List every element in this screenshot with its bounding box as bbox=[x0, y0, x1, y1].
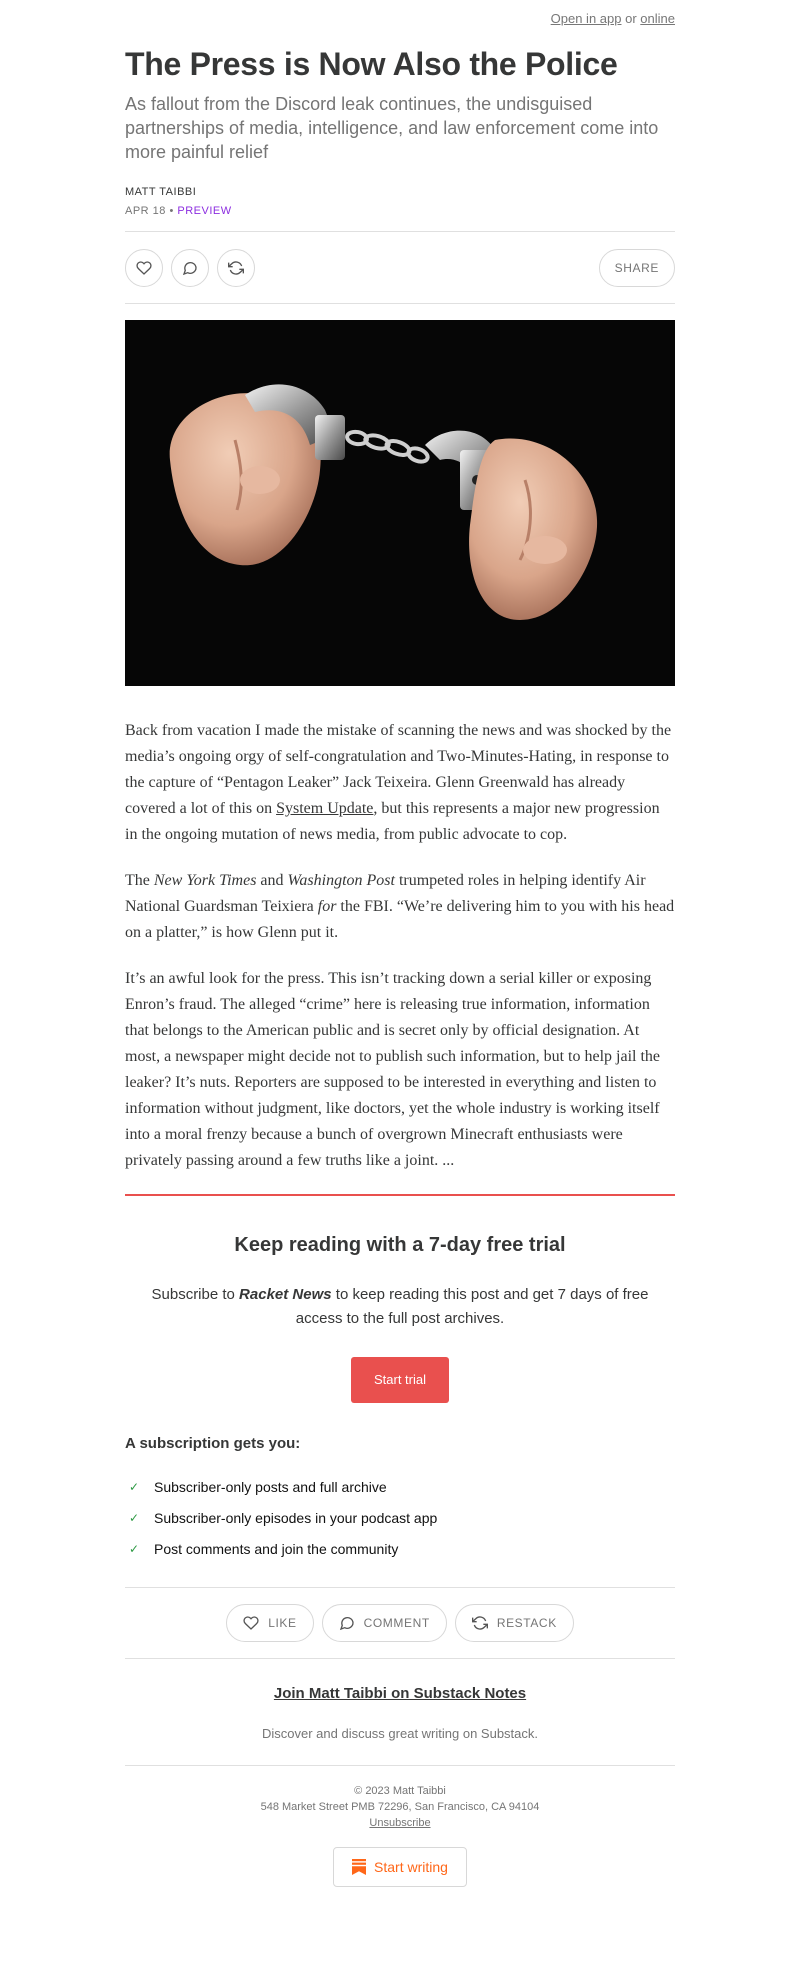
restack-icon bbox=[228, 260, 244, 276]
or-text: or bbox=[625, 11, 637, 26]
divider bbox=[125, 1658, 675, 1659]
paragraph-2: The New York Times and Washington Post trumpeted roles in helping identify Air National Guardsman Teixiera for the FBI. “We’re delivering him to you with his head on a platter,” is how Glenn put it. bbox=[125, 872, 675, 941]
paywall-text: Subscribe to Racket News to keep reading this post and get 7 days of free access to the full post archives. bbox=[151, 1286, 649, 1327]
post-actions bbox=[125, 232, 675, 303]
open-in-app-link[interactable]: Open in app bbox=[550, 11, 622, 26]
preview-label: PREVIEW bbox=[177, 205, 232, 217]
nyt-italic: New York Times bbox=[153, 872, 257, 889]
paragraph-3: It’s an awful look for the press. This isn’t tracking down a serial killer or exposing Enron’s fraud. The alleged “crime” here is releasing true information, information that belongs to the American public and is secret only by official designation. At most, a newspaper might decide not to publish such information, but to help jail the leaker? It’s nuts. Reporters are supposed to be interested in everything and listen to information without judgment, like doctors, yet the whole industry is working itself into a moral frenzy because a bunch of overgrown Minecraft enthusiasts were privately passing around a few truths like a joint. ... bbox=[125, 970, 661, 1169]
address: 548 Market Street PMB 72296, San Francisco, CA 94104 bbox=[260, 1801, 540, 1813]
comment-button[interactable] bbox=[171, 249, 209, 287]
handcuffs-image bbox=[125, 320, 675, 686]
meta-dot: • bbox=[169, 205, 174, 217]
footer bbox=[125, 1783, 675, 1831]
list-item: ✓ Subscriber-only posts and full archive bbox=[129, 1479, 387, 1495]
restack-button[interactable] bbox=[217, 249, 255, 287]
bottom-actions bbox=[125, 1588, 675, 1658]
post-date: APR 18 bbox=[125, 205, 166, 217]
start-writing-button[interactable]: Start writing bbox=[333, 1847, 467, 1887]
start-trial-button[interactable]: Start trial bbox=[351, 1357, 449, 1403]
comment-icon bbox=[339, 1615, 355, 1631]
author-name[interactable]: MATT TAIBBI bbox=[125, 186, 197, 198]
divider bbox=[125, 303, 675, 304]
heart-icon bbox=[243, 1615, 259, 1631]
copyright: © 2023 Matt Taibbi bbox=[354, 1785, 446, 1797]
restack-icon bbox=[472, 1615, 488, 1631]
for-italic: for bbox=[317, 898, 337, 915]
comment-pill-button[interactable]: COMMENT bbox=[322, 1604, 447, 1642]
system-update-link[interactable]: System Update bbox=[276, 800, 374, 817]
heart-icon bbox=[136, 260, 152, 276]
post-title[interactable]: The Press is Now Also the Police bbox=[125, 46, 618, 82]
paywall-title: Keep reading with a 7-day free trial bbox=[234, 1234, 566, 1256]
list-item: ✓ Subscriber-only episodes in your podcast app bbox=[129, 1510, 438, 1526]
email-container bbox=[125, 0, 675, 1887]
paywall-divider bbox=[125, 1194, 675, 1196]
divider bbox=[125, 1765, 675, 1766]
paragraph-1: Back from vacation I made the mistake of scanning the news and was shocked by the media’s ongoing orgy of self-congratulation and Two-Minutes-Hating, in response to the capture of “Pentagon Leaker” Jack Teixeira. Glenn Greenwald has already covered a lot of this on System Update, but this represents a major new progression in the ongoing mutation of news media, from public advocate to cop. bbox=[125, 722, 672, 843]
wapo-italic: Washington Post bbox=[287, 872, 395, 889]
check-icon: ✓ bbox=[129, 1542, 140, 1556]
top-links bbox=[125, 0, 675, 38]
hero-image[interactable] bbox=[125, 320, 675, 686]
share-button[interactable]: SHARE bbox=[599, 249, 675, 287]
substack-logo-icon bbox=[352, 1859, 366, 1875]
check-icon: ✓ bbox=[129, 1480, 140, 1494]
comment-icon bbox=[182, 260, 198, 276]
like-button[interactable] bbox=[125, 249, 163, 287]
online-link[interactable]: online bbox=[640, 11, 675, 26]
benefits-list bbox=[125, 1477, 675, 1559]
notes-subtext: Discover and discuss great writing on Substack. bbox=[261, 1726, 538, 1741]
article-body bbox=[125, 718, 675, 1174]
like-pill-button[interactable]: LIKE bbox=[226, 1604, 313, 1642]
subscription-benefits-title: A subscription gets you: bbox=[125, 1435, 301, 1452]
publication-name: Racket News bbox=[239, 1286, 332, 1303]
list-item: ✓ Post comments and join the community bbox=[129, 1541, 399, 1557]
post-subtitle: As fallout from the Discord leak continues, the undisguised partnerships of media, intelligence, and law enforcement come into more painful relief bbox=[125, 94, 659, 162]
restack-pill-button[interactable]: RESTACK bbox=[455, 1604, 574, 1642]
unsubscribe-link[interactable]: Unsubscribe bbox=[369, 1817, 431, 1829]
check-icon: ✓ bbox=[129, 1511, 140, 1525]
substack-notes-link[interactable]: Join Matt Taibbi on Substack Notes bbox=[273, 1685, 527, 1702]
post-meta bbox=[125, 205, 675, 217]
